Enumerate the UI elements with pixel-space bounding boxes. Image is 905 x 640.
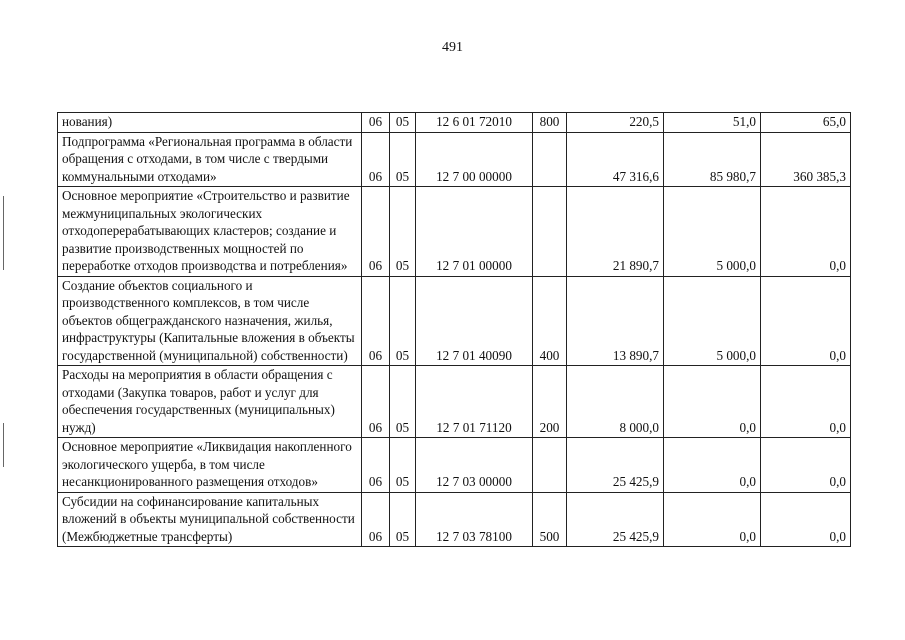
cell-subsection: 05 <box>390 113 416 133</box>
cell-target-article: 12 6 01 72010 <box>416 113 533 133</box>
cell-section: 06 <box>362 113 390 133</box>
scan-margin-line <box>3 423 4 467</box>
cell-amount-year3: 0,0 <box>761 492 851 547</box>
row-name: Расходы на мероприятия в области обращения с отходами (Закупка товаров, работ и услуг для обеспечения государственных (муниципальных) нужд) <box>58 366 362 438</box>
cell-amount-year3: 0,0 <box>761 366 851 438</box>
cell-amount-year3: 0,0 <box>761 276 851 366</box>
cell-amount-year1: 220,5 <box>567 113 664 133</box>
cell-amount-year2: 5 000,0 <box>664 187 761 277</box>
cell-expense-type <box>533 187 567 277</box>
cell-target-article: 12 7 03 78100 <box>416 492 533 547</box>
cell-amount-year1: 47 316,6 <box>567 132 664 187</box>
table-row <box>58 132 851 187</box>
cell-expense-type: 200 <box>533 366 567 438</box>
cell-amount-year3: 0,0 <box>761 438 851 493</box>
cell-expense-type: 800 <box>533 113 567 133</box>
cell-expense-type <box>533 132 567 187</box>
cell-target-article: 12 7 01 71120 <box>416 366 533 438</box>
cell-target-article: 12 7 03 00000 <box>416 438 533 493</box>
cell-section: 06 <box>362 366 390 438</box>
table-row <box>58 366 851 438</box>
cell-amount-year2: 0,0 <box>664 366 761 438</box>
cell-amount-year2: 0,0 <box>664 492 761 547</box>
cell-amount-year2: 5 000,0 <box>664 276 761 366</box>
table-row <box>58 492 851 547</box>
cell-subsection: 05 <box>390 438 416 493</box>
table-row <box>58 187 851 277</box>
row-name: Создание объектов социального и производственного комплексов, в том числе объектов общегражданского назначения, жилья, инфраструктуры (Капитальные вложения в объекты государственной (муниципальной) собственности) <box>58 276 362 366</box>
budget-table <box>57 112 851 547</box>
cell-section: 06 <box>362 132 390 187</box>
cell-section: 06 <box>362 438 390 493</box>
cell-amount-year2: 0,0 <box>664 438 761 493</box>
cell-subsection: 05 <box>390 366 416 438</box>
cell-subsection: 05 <box>390 276 416 366</box>
scan-margin-line <box>3 196 4 270</box>
cell-amount-year1: 25 425,9 <box>567 492 664 547</box>
cell-amount-year3: 65,0 <box>761 113 851 133</box>
cell-amount-year3: 360 385,3 <box>761 132 851 187</box>
table-row <box>58 438 851 493</box>
cell-amount-year1: 25 425,9 <box>567 438 664 493</box>
row-name: Основное мероприятие «Строительство и развитие межмуниципальных экологических отходоперерабатывающих кластеров; создание и развитие производственных мощностей по переработке отходов производства и потребления» <box>58 187 362 277</box>
cell-amount-year1: 8 000,0 <box>567 366 664 438</box>
table-row <box>58 113 851 133</box>
cell-section: 06 <box>362 492 390 547</box>
row-name: Субсидии на софинансирование капитальных вложений в объекты муниципальной собственности (Межбюджетные трансферты) <box>58 492 362 547</box>
page-number: 491 <box>442 40 463 55</box>
cell-subsection: 05 <box>390 132 416 187</box>
row-name: Основное мероприятие «Ликвидация накопленного экологического ущерба, в том числе несанкционированного размещения отходов» <box>58 438 362 493</box>
cell-amount-year1: 13 890,7 <box>567 276 664 366</box>
row-name: Подпрограмма «Региональная программа в области обращения с отходами, в том числе с твердыми коммунальными отходами» <box>58 132 362 187</box>
cell-target-article: 12 7 01 00000 <box>416 187 533 277</box>
cell-expense-type: 500 <box>533 492 567 547</box>
cell-expense-type: 400 <box>533 276 567 366</box>
cell-subsection: 05 <box>390 187 416 277</box>
cell-section: 06 <box>362 187 390 277</box>
cell-target-article: 12 7 00 00000 <box>416 132 533 187</box>
cell-amount-year3: 0,0 <box>761 187 851 277</box>
row-name: нования) <box>58 113 362 133</box>
cell-section: 06 <box>362 276 390 366</box>
table-row <box>58 276 851 366</box>
cell-subsection: 05 <box>390 492 416 547</box>
cell-expense-type <box>533 438 567 493</box>
cell-amount-year1: 21 890,7 <box>567 187 664 277</box>
cell-amount-year2: 51,0 <box>664 113 761 133</box>
cell-amount-year2: 85 980,7 <box>664 132 761 187</box>
cell-target-article: 12 7 01 40090 <box>416 276 533 366</box>
